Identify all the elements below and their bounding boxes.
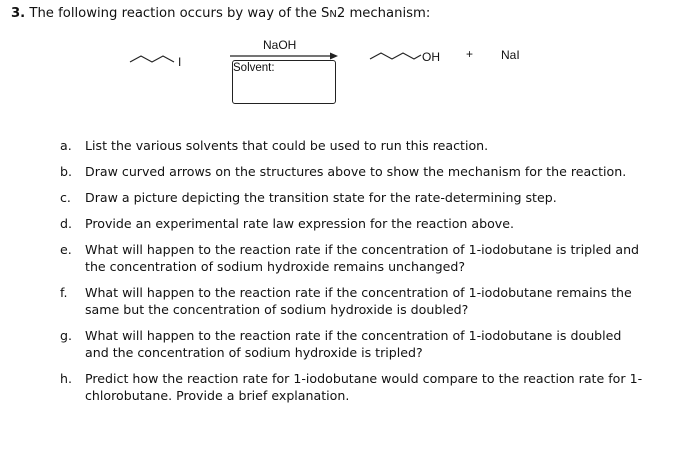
problem-number: 3.: [11, 6, 26, 21]
problem-intro: The following reaction occurs by way of the SN2 mechanism:: [29, 6, 431, 21]
question-list: [60, 137, 645, 413]
byproduct-nai: NaI: [501, 48, 520, 62]
solvent-label: Solvent:: [233, 62, 275, 74]
reaction-scheme: [0, 0, 687, 120]
question-item: f. What will happen to the reaction rate if the concentration of 1-iodobutane remains the same but the concentration of sodium hydroxide is doubled?: [60, 285, 632, 317]
iodine-label: I: [178, 55, 182, 69]
question-item: c. Draw a picture depicting the transition state for the rate-determining step.: [60, 190, 557, 205]
reaction-arrow-head: [330, 53, 338, 60]
question-item: e. What will happen to the reaction rate if the concentration of 1-iodobutane is tripled and the concentration of sodium hydroxide remains unchanged?: [60, 242, 640, 274]
hydroxyl-label: OH: [422, 50, 440, 64]
question-item: a. List the various solvents that could be used to run this reaction.: [60, 138, 489, 153]
plus-sign: +: [466, 47, 474, 61]
iodobutane-skeleton: [130, 56, 174, 62]
question-item: g. What will happen to the reaction rate if the concentration of 1-iodobutane is doubled and the concentration of sodium hydroxide is tripled?: [60, 328, 622, 360]
butanol-skeleton: [370, 53, 421, 59]
question-item: h. Predict how the reaction rate for 1-iodobutane would compare to the reaction rate for 1-chlorobutane. Provide a brief explanation.: [60, 371, 643, 403]
reagent-naoh: NaOH: [263, 38, 297, 52]
question-item: d. Provide an experimental rate law expression for the reaction above.: [60, 216, 514, 231]
question-item: b. Draw curved arrows on the structures above to show the mechanism for the reaction.: [60, 164, 627, 179]
